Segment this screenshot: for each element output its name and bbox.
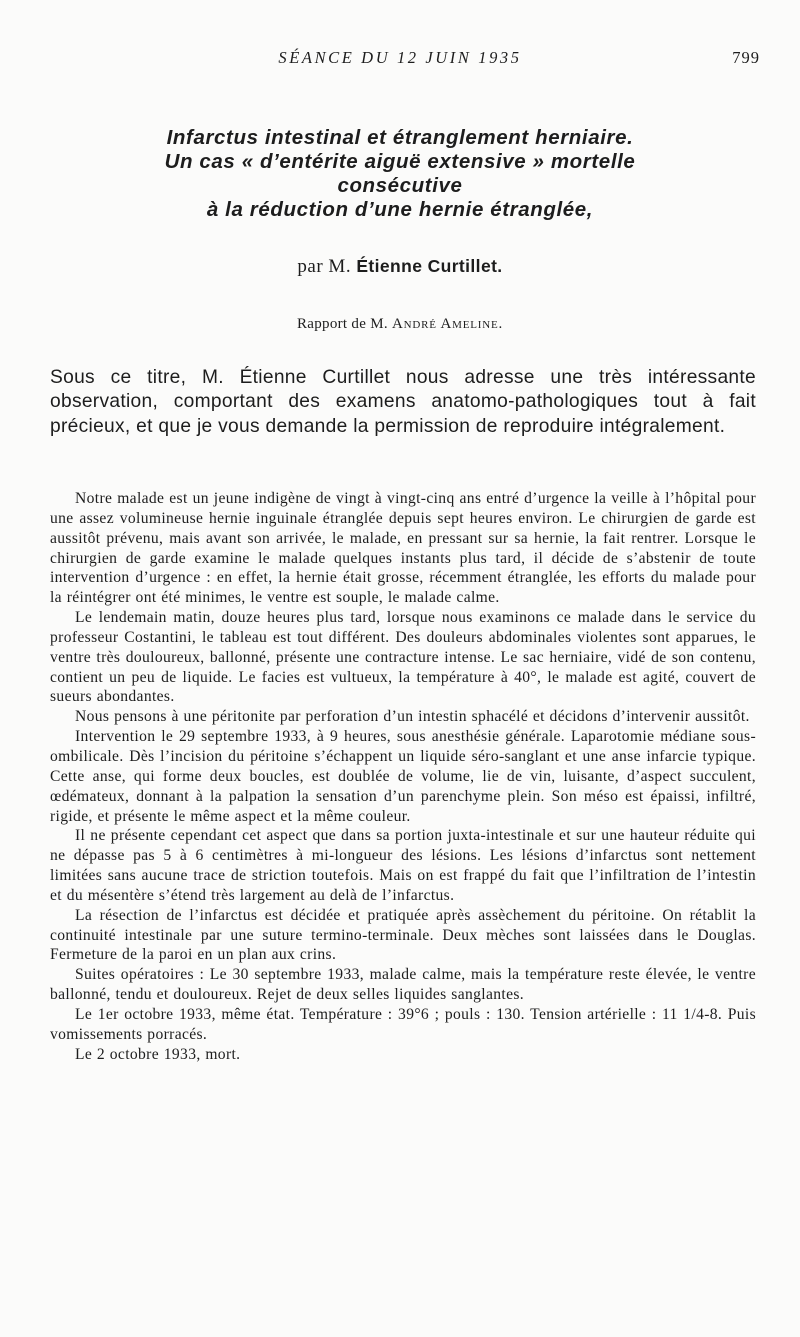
paragraph: Il ne présente cependant cet aspect que dans sa portion juxta-intestinale et sur une hauteur réduite qui ne dépasse pas 5 à 6 centimètres à mi-longueur des lésions. Les lésions d’infarctus sont nettement limitées sans aucune trace de striction toutefois. Mais on est frappé du fait que l’infiltration de l’intestin et du mésentère s’étend très largement au delà de l’infarctus. bbox=[50, 827, 756, 904]
running-title: SÉANCE DU 12 JUIN 1935 bbox=[278, 48, 522, 67]
paragraph: Suites opératoires : Le 30 septembre 1933, malade calme, mais la température reste élevée, le ventre ballonné, tendu et douloureux. Rejet de deux selles liquides sanglantes. bbox=[50, 966, 756, 1004]
report-prefix: Rapport de M. bbox=[296, 316, 388, 332]
paragraph: Le 1er octobre 1933, même état. Température : 39°6 ; pouls : 130. Tension artérielle : 11 1/4-8. Puis vomissements porracés. bbox=[50, 1005, 756, 1043]
byline bbox=[0, 256, 800, 278]
report-line bbox=[0, 316, 800, 333]
intro-paragraph: Sous ce titre, M. Étienne Curtillet nous adresse une très intéressante observation, comportant des examens anatomo-pathologiques tout à fait précieux, et que je vous demande la permission de reproduire intégralement. bbox=[50, 367, 756, 437]
observation-text bbox=[50, 489, 756, 1064]
title-line: à la réduction d’une hernie étranglée, bbox=[206, 198, 594, 221]
page-number: 799 bbox=[732, 48, 760, 67]
paragraph: La résection de l’infarctus est décidée et pratiquée après assèchement du péritoine. On rétablit la continuité intestinale par une suture termino-terminale. Deux mèches sont laissées dans le Douglas. Fermeture de la paroi en un plan aux crins. bbox=[50, 906, 756, 964]
paragraph: Le lendemain matin, douze heures plus tard, lorsque nous examinons ce malade dans le service du professeur Costantini, le tableau est tout différent. Des douleurs abdominales violentes sont apparues, le ventre très douloureux, ballonné, présente une contracture intense. Le sac herniaire, vidé de son contenu, contient un peu de liquide. Le facies est vultueux, la température à 40°, le malade est agité, couvert de sueurs abondantes. bbox=[50, 609, 756, 706]
title-line: consécutive bbox=[337, 174, 463, 197]
reporter-name: André Ameline. bbox=[392, 316, 504, 332]
byline-prefix: par M. bbox=[297, 256, 352, 277]
author-name: Étienne Curtillet. bbox=[356, 256, 503, 276]
paragraph: Nous pensons à une péritonite par perforation d’un intestin sphacélé et décidons d’intervenir aussitôt. bbox=[75, 708, 750, 726]
paragraph: Notre malade est un jeune indigène de vingt à vingt-cinq ans entré d’urgence la veille à l’hôpital pour une assez volumineuse hernie inguinale étranglée depuis sept heures environ. Le chirurgien de garde est aussitôt prévenu, mais avant son arrivée, le malade, en pressant sur sa hernie, la fait rentrer. Lorsque le chirurgien de garde examine le malade quelques instants plus tard, il décide de s’abstenir de toute intervention d’urgence : en effet, la hernie était grosse, récemment étranglée, les efforts du malade pour la réintégrer ont été minimes, le ventre est souple, le malade calme. bbox=[50, 490, 756, 607]
paragraph: Le 2 octobre 1933, mort. bbox=[75, 1045, 241, 1063]
article-title bbox=[0, 126, 800, 222]
running-head bbox=[0, 48, 800, 72]
paragraph: Intervention le 29 septembre 1933, à 9 heures, sous anesthésie générale. Laparotomie médiane sous-ombilicale. Dès l’incision du péritoine s’échappent un liquide séro-sanglant et une anse infarcie typique. Cette anse, qui forme deux boucles, est doublée de volume, lie de vin, luisante, d’aspect succulent, œdémateux, donnant à la palpation la sensation d’un parenchyme plein. Son méso est épaissi, infiltré, rigide, et présente le même aspect et la même couleur. bbox=[50, 728, 756, 825]
title-line: Infarctus intestinal et étranglement herniaire. bbox=[166, 126, 634, 149]
title-line: Un cas « d’entérite aiguë extensive » mortelle bbox=[164, 150, 636, 173]
